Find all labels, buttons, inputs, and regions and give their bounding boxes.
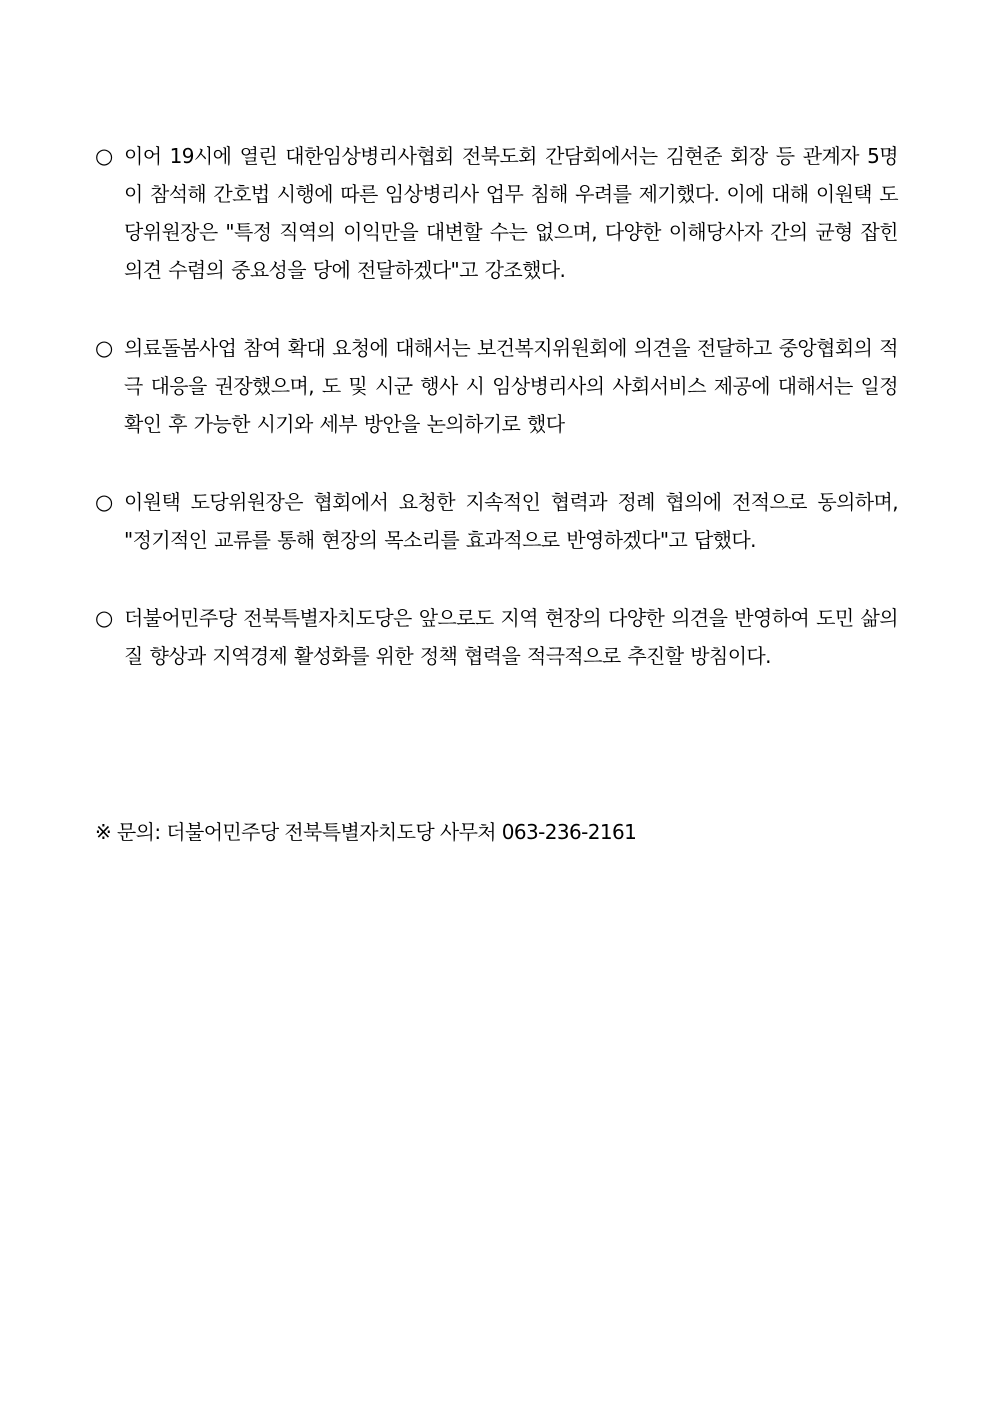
circle-bullet-icon: ○ [95,144,114,168]
paragraph-text: 이어 19시에 열린 대한임상병리사협회 전북도회 간담회에서는 김현준 회장 등 관계자 5명이 참석해 간호법 시행에 따른 임상병리사 업무 침해 우려를 제기했다. 이에 대해 이원택 도당위원장은 "특정 직역의 이익만을 대변할 수는 없으며, 다양한 이해당사자 간의 균형 잡힌 의견 수렴의 중요성을 당에 전달하겠다"고 강조했다. [124,144,898,282]
paragraph-1 [95,137,898,289]
paragraph-4 [95,599,898,675]
paragraph-3 [95,483,898,559]
document-body [95,137,898,675]
circle-bullet-icon: ○ [95,606,114,630]
paragraph-text: 더불어민주당 전북특별자치도당은 앞으로도 지역 현장의 다양한 의견을 반영하여 도민 삶의 질 향상과 지역경제 활성화를 위한 정책 협력을 적극적으로 추진할 방침이다. [124,606,898,668]
circle-bullet-icon: ○ [95,490,114,514]
paragraph-text: 이원택 도당위원장은 협회에서 요청한 지속적인 협력과 정례 협의에 전적으로 동의하며, "정기적인 교류를 통해 현장의 목소리를 효과적으로 반영하겠다"고 답했다. [124,490,898,552]
paragraph-text: 의료돌봄사업 참여 확대 요청에 대해서는 보건복지위원회에 의견을 전달하고 중앙협회의 적극 대응을 권장했으며, 도 및 시군 행사 시 임상병리사의 사회서비스 제공에 대해서는 일정 확인 후 가능한 시기와 세부 방안을 논의하기로 했다 [124,336,898,436]
circle-bullet-icon: ○ [95,336,114,360]
contact-info: ※ 문의: 더불어민주당 전북특별자치도당 사무처 063-236-2161 [95,820,637,844]
paragraph-2 [95,329,898,443]
